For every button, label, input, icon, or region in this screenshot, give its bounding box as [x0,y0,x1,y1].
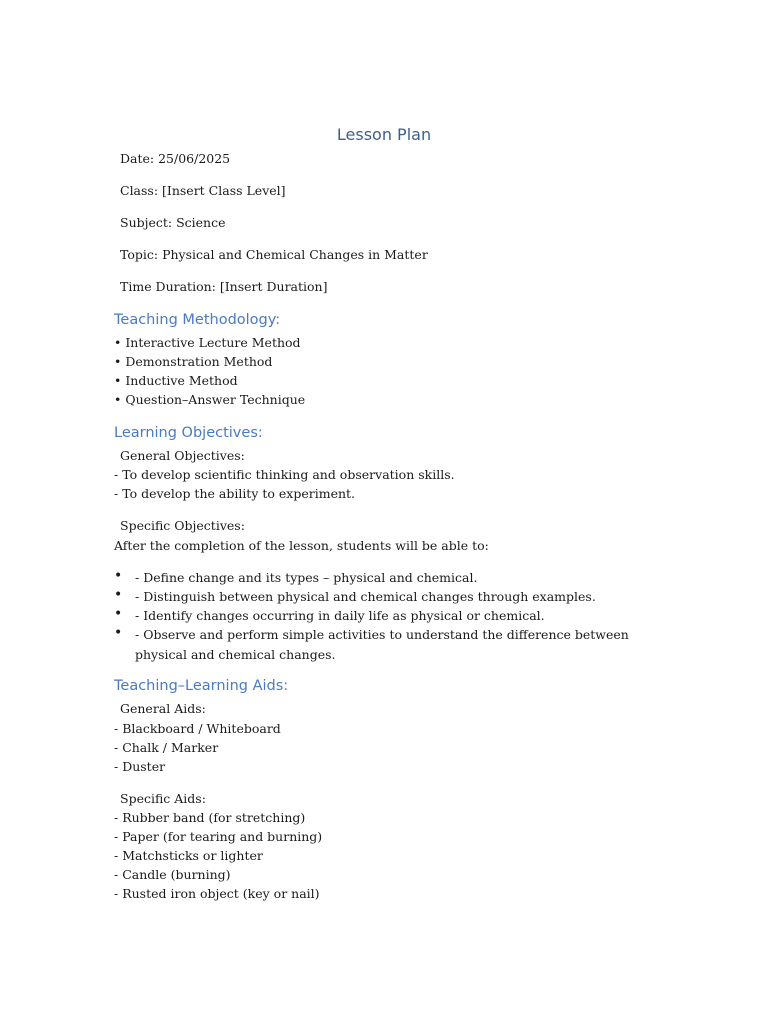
methodology-heading: Teaching Methodology: [114,312,281,328]
bullet-icon: • [114,568,123,584]
bullet-icon: • [114,606,123,622]
specific-objective-text: - Define change and its types – physical and chemical. [135,570,478,585]
specific-aid-item: - Candle (burning) [114,867,231,882]
methodology-item: • Question–Answer Technique [114,392,306,407]
class-field: Class: [Insert Class Level] [120,183,286,198]
objectives-heading: Learning Objectives: [114,425,263,441]
general-objective-item: - To develop scientific thinking and observation skills. [114,467,455,482]
methodology-item: • Inductive Method [114,373,238,388]
general-aid-item: - Duster [114,759,166,774]
specific-aid-item: - Rusted iron object (key or nail) [114,886,320,901]
methodology-item: • Interactive Lecture Method [114,335,301,350]
specific-aid-item: - Matchsticks or lighter [114,848,263,863]
specific-objective-text: - Identify changes occurring in daily life as physical or chemical. [135,608,545,623]
date-field: Date: 25/06/2025 [120,151,231,166]
methodology-item: • Demonstration Method [114,354,273,369]
general-aids-label: General Aids: [120,701,206,716]
specific-aids-label: Specific Aids: [120,791,206,806]
general-aid-item: - Chalk / Marker [114,740,219,755]
specific-objectives-label: Specific Objectives: [120,518,245,533]
objectives-intro: After the completion of the lesson, students will be able to: [114,538,489,553]
subject-field: Subject: Science [120,215,226,230]
general-aid-item: - Blackboard / Whiteboard [114,721,281,736]
document-title: Lesson Plan [336,125,432,144]
bullet-icon: • [114,625,123,641]
time-duration-field: Time Duration: [Insert Duration] [120,279,328,294]
bullet-icon: • [114,587,123,603]
specific-aid-item: - Rubber band (for stretching) [114,810,306,825]
specific-objective-text: - Observe and perform simple activities to understand the difference between physical and chemical changes. [135,627,629,662]
general-objective-item: - To develop the ability to experiment. [114,486,356,501]
general-objectives-label: General Objectives: [120,448,245,463]
specific-objective-text: - Distinguish between physical and chemical changes through examples. [135,589,596,604]
aids-heading: Teaching–Learning Aids: [114,678,289,694]
topic-field: Topic: Physical and Chemical Changes in Matter [120,247,428,262]
specific-aid-item: - Paper (for tearing and burning) [114,829,323,844]
